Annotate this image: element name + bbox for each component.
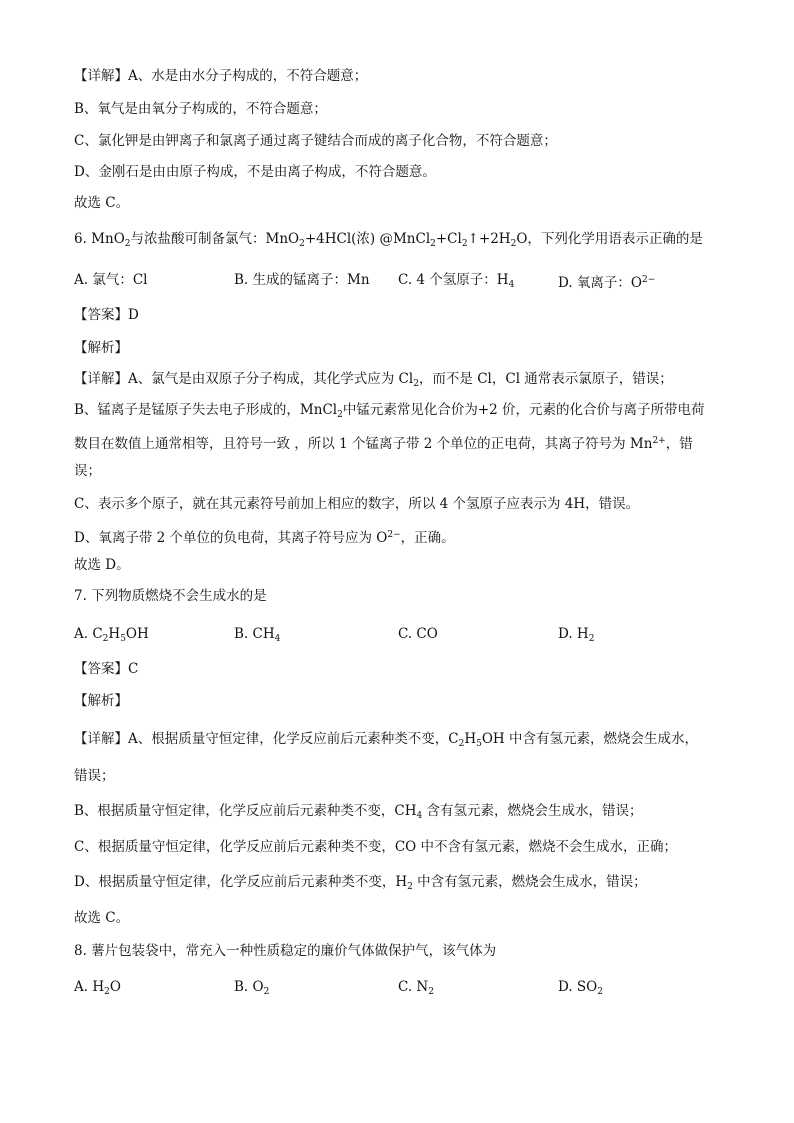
subscript: 2 bbox=[337, 410, 343, 420]
text: 【答案】C bbox=[74, 661, 139, 677]
text: ，错 bbox=[665, 436, 693, 452]
text: B. 生成的锰离子：Mn bbox=[234, 272, 370, 288]
subscript: 5 bbox=[476, 739, 482, 749]
text: O bbox=[109, 979, 121, 995]
text: D. H bbox=[558, 626, 589, 642]
text: B. O bbox=[234, 979, 264, 995]
text: O，下列化学用语表示正确的是 bbox=[516, 231, 703, 247]
text: ，正确。 bbox=[400, 530, 455, 546]
q8-option-d bbox=[558, 977, 603, 1002]
q7-detail-4 bbox=[74, 837, 677, 857]
text: 含有氢元素，燃烧会生成水，错误； bbox=[422, 803, 643, 819]
q6-detail-5 bbox=[74, 494, 639, 514]
q6-detail-2 bbox=[74, 400, 705, 425]
text: 与浓盐酸可制备氯气：MnO bbox=[130, 231, 300, 247]
text: D、金刚石是由由原子构成，不是由离子构成，不符合题意。 bbox=[74, 164, 436, 180]
subscript: 2 bbox=[299, 239, 305, 249]
text: D、根据质量守恒定律，化学反应前后元素种类不变，H bbox=[74, 874, 408, 890]
text: D. 氧离子：O bbox=[558, 275, 642, 291]
subscript: 2 bbox=[510, 239, 517, 249]
q6-option-a bbox=[74, 270, 147, 290]
text: 【答案】D bbox=[74, 307, 139, 323]
text: 【详解】A、水是由水分子构成的，不符合题意； bbox=[74, 68, 368, 84]
subscript: 2 bbox=[124, 239, 131, 249]
text: 中锰元素常见化合价为+2 价，元素的化合价与离子所带电荷 bbox=[342, 402, 705, 418]
text: 数目在数值上通常相等，且符号一致 ，所以 1 个锰离子带 2 个单位的正电荷，其离子符号为 Mn bbox=[74, 436, 653, 452]
q6-detail-4 bbox=[74, 461, 101, 481]
answer-choice-line bbox=[74, 193, 129, 213]
subscript: 2 bbox=[413, 379, 419, 389]
text: 错误； bbox=[74, 768, 115, 784]
q7-option-d bbox=[558, 624, 594, 649]
explanation-line-a bbox=[74, 66, 367, 86]
q7-option-c bbox=[398, 624, 438, 644]
text: +Cl bbox=[435, 231, 462, 247]
text: 【解析】 bbox=[74, 340, 128, 356]
q7-detail-3 bbox=[74, 801, 643, 826]
text: OH 中含有氢元素，燃烧会生成水， bbox=[481, 731, 698, 747]
text: B、氧气是由氧分子构成的，不符合题意； bbox=[74, 101, 327, 117]
q6-analysis-heading bbox=[74, 338, 128, 358]
q7-option-a bbox=[74, 624, 149, 649]
text: 中含有氢元素，燃烧会生成水，错误； bbox=[412, 874, 647, 890]
subscript: 2 bbox=[263, 987, 270, 997]
text: 故选 C。 bbox=[74, 195, 130, 211]
q6-option-c bbox=[398, 270, 514, 295]
subscript: 2 bbox=[458, 739, 465, 749]
q8-option-a bbox=[74, 977, 121, 1002]
subscript: 2 bbox=[430, 239, 436, 249]
subscript: 2 bbox=[461, 239, 468, 249]
text: B、锰离子是锰原子失去电子形成的，MnCl bbox=[74, 402, 338, 418]
text: 【详解】A、根据质量守恒定律，化学反应前后元素种类不变，C bbox=[74, 731, 459, 747]
text: C、表示多个原子，就在其元素符号前加上相应的数字，所以 4 个氢原子应表示为 4H，错误。 bbox=[74, 496, 640, 512]
text: 【解析】 bbox=[74, 693, 128, 709]
q7-detail-2 bbox=[74, 766, 115, 786]
q7-choice bbox=[74, 908, 129, 928]
subscript: 2 bbox=[102, 634, 109, 644]
q6-option-b bbox=[234, 270, 370, 290]
explanation-line-b bbox=[74, 99, 327, 119]
text: 故选 D。 bbox=[74, 557, 130, 573]
text: B、根据质量守恒定律，化学反应前后元素种类不变，CH bbox=[74, 803, 417, 819]
superscript: 2+ bbox=[652, 436, 666, 446]
subscript: 2 bbox=[407, 882, 413, 892]
text: H bbox=[108, 626, 121, 642]
subscript: 5 bbox=[120, 634, 126, 644]
text: A. 氯气：Cl bbox=[74, 272, 148, 288]
text: 故选 C。 bbox=[74, 910, 130, 926]
text: C. 4 个氢原子：H bbox=[398, 272, 509, 288]
q7-detail-5 bbox=[74, 872, 647, 897]
text: A. H bbox=[74, 979, 105, 995]
text: ，而不是 Cl，Cl 通常表示氯原子，错误； bbox=[418, 371, 673, 387]
text: B. CH bbox=[234, 626, 275, 642]
q6-detail-1 bbox=[74, 369, 673, 394]
text: C. CO bbox=[398, 626, 438, 642]
subscript: 2 bbox=[588, 634, 595, 644]
text: OH bbox=[125, 626, 149, 642]
q6-answer bbox=[74, 305, 139, 325]
q8-option-b bbox=[234, 977, 269, 1002]
text: D、氧离子带 2 个单位的负电荷，其离子符号应为 O bbox=[74, 530, 388, 546]
text: 6. MnO bbox=[74, 231, 125, 247]
question-7-stem bbox=[74, 586, 267, 606]
text: 7. 下列物质燃烧不会生成水的是 bbox=[74, 588, 267, 604]
subscript: 4 bbox=[274, 634, 281, 644]
superscript: 2− bbox=[387, 530, 401, 540]
text: 【详解】A、氯气是由双原子分子构成，其化学式应为 Cl bbox=[74, 371, 414, 387]
superscript: 2− bbox=[642, 275, 656, 285]
q7-answer bbox=[74, 659, 138, 679]
text: ↑+2H bbox=[467, 231, 511, 247]
text: A. C bbox=[74, 626, 103, 642]
q6-option-d bbox=[558, 270, 655, 293]
q6-detail-6 bbox=[74, 525, 455, 548]
question-6-stem bbox=[74, 229, 703, 254]
text: +4HCl(浓) @MnCl bbox=[304, 231, 431, 247]
subscript: 2 bbox=[428, 987, 434, 997]
q6-detail-3 bbox=[74, 431, 693, 454]
text: C. N bbox=[398, 979, 429, 995]
text: H bbox=[464, 731, 477, 747]
explanation-line-c bbox=[74, 131, 557, 151]
q7-analysis-heading bbox=[74, 691, 128, 711]
explanation-line-d bbox=[74, 162, 436, 182]
text: 误； bbox=[74, 463, 101, 479]
subscript: 2 bbox=[104, 987, 110, 997]
question-8-stem bbox=[74, 941, 496, 961]
text: 8. 薯片包装袋中，常充入一种性质稳定的廉价气体做保护气，该气体为 bbox=[74, 943, 497, 959]
q7-option-b bbox=[234, 624, 280, 649]
subscript: 4 bbox=[416, 811, 423, 821]
text: C、根据质量守恒定律，化学反应前后元素种类不变，CO 中不含有氢元素，燃烧不会生成水，正确； bbox=[74, 839, 678, 855]
text: C、氯化钾是由钾离子和氯离子通过离子键结合而成的离子化合物，不符合题意； bbox=[74, 133, 557, 149]
q7-detail-1 bbox=[74, 729, 698, 754]
subscript: 4 bbox=[508, 280, 515, 290]
subscript: 2 bbox=[597, 987, 603, 997]
q6-choice bbox=[74, 555, 130, 575]
q8-option-c bbox=[398, 977, 434, 1002]
text: D. SO bbox=[558, 979, 598, 995]
